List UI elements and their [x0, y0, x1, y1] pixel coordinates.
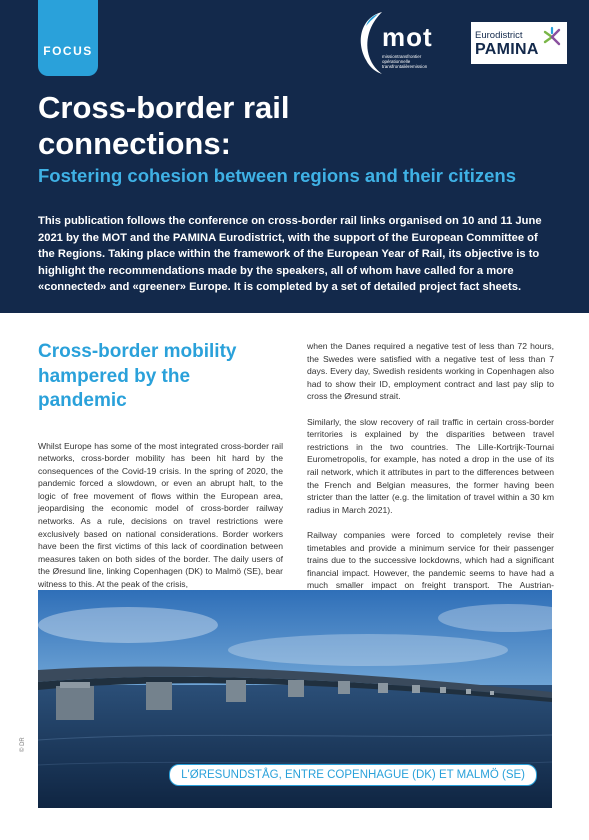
section-heading: Cross-border mobility hampered by the pandemic	[38, 341, 237, 411]
body-paragraph: Railway companies were forced to completely revise their timetables and provide a minimum service for their passenger trains due to the successive lockdowns, which had a significant financial impact. However, the pandemic seems to have had a much smaller impact on freight transport. The Austrian-	[307, 529, 554, 591]
mot-logo-word: mot	[382, 22, 433, 52]
article-right-column	[307, 340, 554, 604]
pamina-arrows-icon	[541, 26, 563, 48]
article-left-column	[38, 340, 283, 591]
body-paragraph: when the Danes required a negative test of less than 72 hours, the Swedes were satisfied with a negative test of less than 7 days. Every day, Swedish residents working in Copenhagen also had to show their ID, employment contract and last pay slip to cross the Øresund strait.	[307, 341, 554, 402]
pamina-logo-line1: Eurodistrict	[475, 30, 523, 41]
photo-credit: © DR	[20, 737, 26, 752]
mot-logo	[352, 8, 462, 76]
mot-tagline-line: transfrontalièremission	[382, 64, 428, 69]
body-paragraph: Similarly, the slow recovery of rail traffic in certain cross-border territories is explained by the disparities between travel restrictions in the two countries. The Lille-Kortrijk-Tournai Eurometropolis, for example, has noted a drop in the use of its rail network, which it attributes in part to the differences between the French and Belgian measures, the former having been stricter than the latter (e.g. the limitation of travel within a 30 km radius in March 2021).	[307, 416, 554, 515]
body-paragraph: Whilst Europe has some of the most integrated cross-border rail networks, cross-border mobility has been hit hard by the consequences of the Covid-19 crisis. In the spring of 2020, the pandemic forced a slowdown, or even an abrupt halt, to the logic of free movement of flows within the European area, jeopardising the economic model of cross-border railway networks. As a rule, decisions on travel restrictions were exclusively based on national considerations. Border workers have been the first victims of this lack of coordination between measures taken on both sides of the border. The daily users of the Øresund line, linking Copenhagen (DK) to Malmö (SE), bear witness to this. At the peak of the crisis,	[38, 440, 283, 590]
focus-label: FOCUS	[43, 44, 93, 58]
photo-caption: L'ØRESUNDSTÅG, ENTRE COPENHAGUE (DK) ET MALMÖ (SE)	[169, 764, 537, 786]
pamina-logo-line2: PAMINA	[475, 41, 539, 58]
header-banner	[0, 0, 589, 313]
page-subtitle: Fostering cohesion between regions and their citizens	[38, 165, 517, 186]
intro-paragraph: This publication follows the conference on cross-border rail links organised on 10 and 11 June 2021 by the MOT and the PAMINA Eurodistrict, with the support of the European Committee of the Regions. Taking place within the framework of the European Year of Rail, its objective is to highlight the recommendations made by the speakers, all of whom have called for a more «connected» and «greener» Europe. It is completed by a set of detailed project fact sheets.	[38, 215, 542, 294]
mot-tagline-line: missiontransfrontier	[382, 54, 422, 59]
pamina-logo	[471, 22, 567, 64]
mot-logo-tagline	[382, 54, 462, 69]
mot-tagline-line: opérationnelle	[382, 59, 411, 64]
page-title: Cross-border rail connections:	[38, 90, 290, 161]
focus-tab	[38, 0, 98, 76]
